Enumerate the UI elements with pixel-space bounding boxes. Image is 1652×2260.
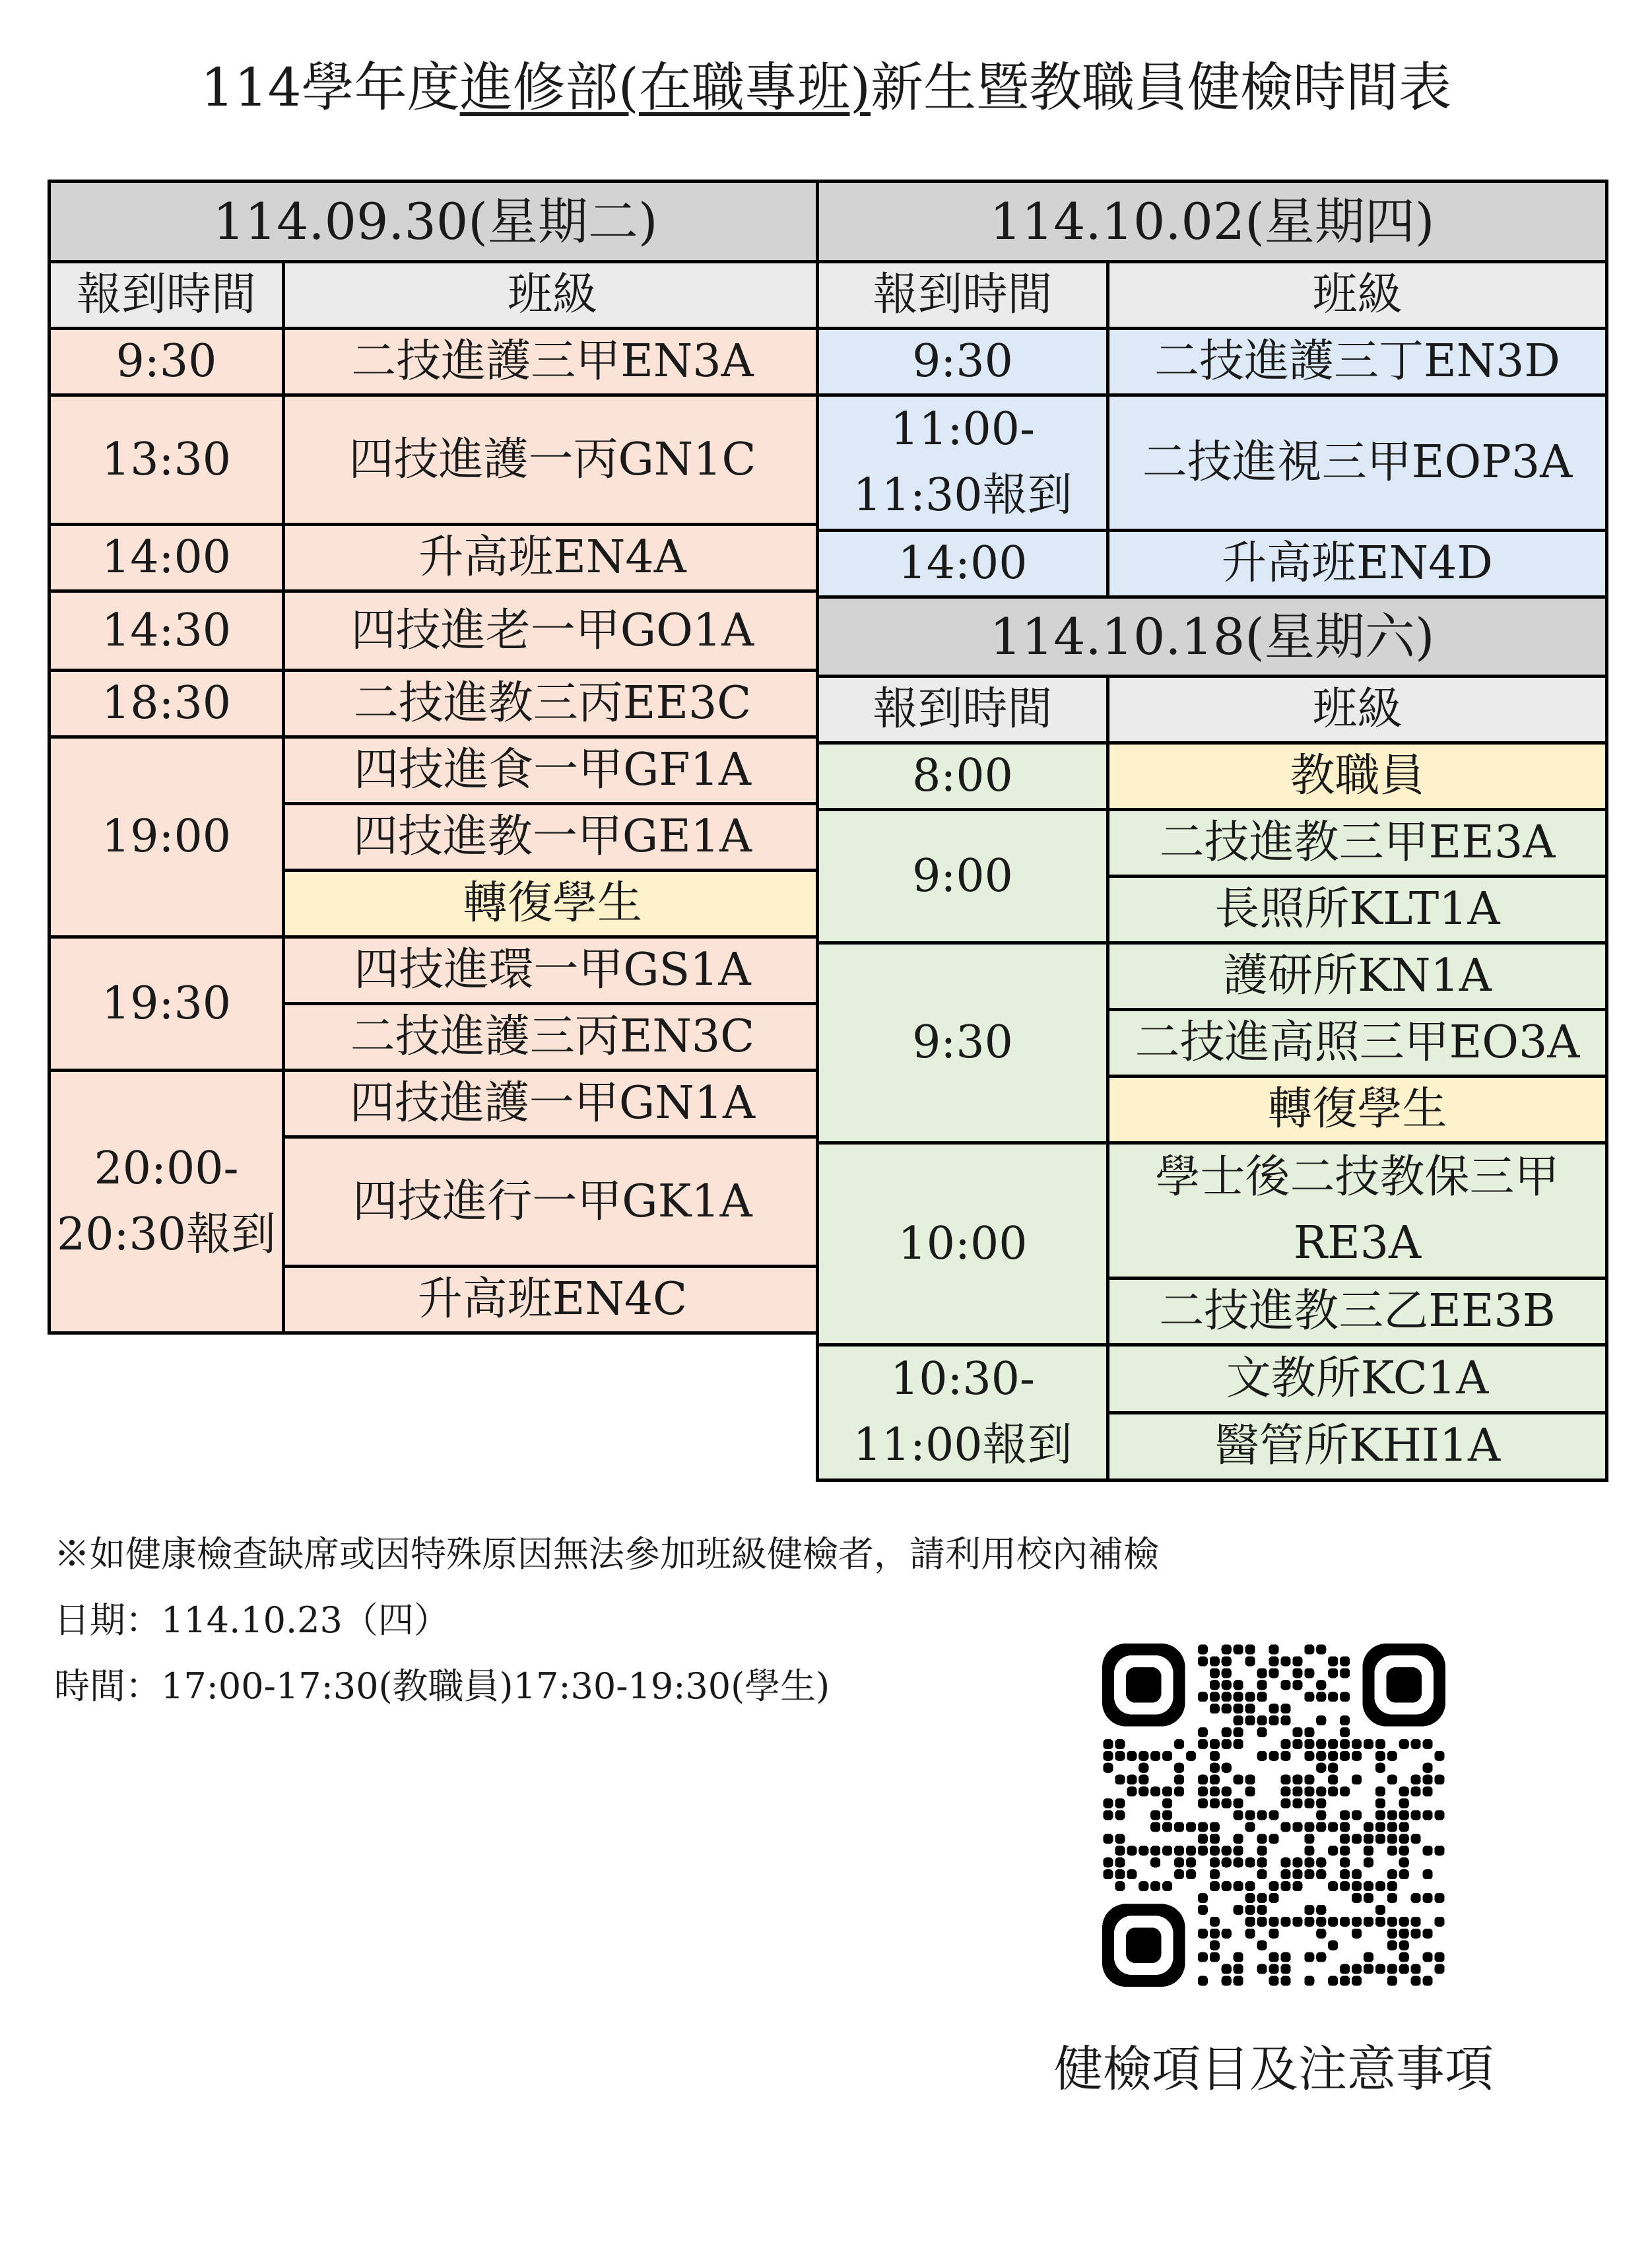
- time-cell: 19:00: [50, 737, 284, 937]
- notes-time: 時間：17:00-17:30(教職員)17:30-19:30(學生): [54, 1665, 830, 1707]
- class-cell: 護研所KN1A: [1108, 943, 1607, 1010]
- time-cell: [818, 395, 1108, 531]
- date-header: 114.10.02(星期四): [818, 182, 1607, 262]
- class-cell: 二技進高照三甲EO3A: [1108, 1010, 1607, 1077]
- class-cell: 教職員: [1108, 743, 1607, 810]
- time-line: 11:30報到: [853, 469, 1073, 521]
- col-header-time: 報到時間: [818, 677, 1108, 743]
- class-cell: 二技進教三丙EE3C: [284, 671, 822, 737]
- schedule-table-0930: [48, 180, 823, 1335]
- col-header-class: 班級: [1108, 262, 1607, 329]
- notes-line: ※如健康檢查缺席或因特殊原因無法參加班級健檢者，請利用校內補檢: [54, 1533, 1159, 1575]
- class-cell: 四技進環一甲GS1A: [284, 937, 822, 1004]
- class-cell: 二技進教三甲EE3A: [1108, 810, 1607, 877]
- title-prefix: 114學年度: [200, 57, 460, 118]
- time-cell: 14:30: [50, 591, 284, 671]
- time-cell: 10:00: [818, 1143, 1108, 1345]
- time-cell: 9:30: [50, 329, 284, 395]
- time-cell: 9:30: [818, 329, 1108, 395]
- class-cell: 二技進護三甲EN3A: [284, 329, 822, 395]
- time-cell: 8:00: [818, 743, 1108, 810]
- col-header-time: 報到時間: [50, 262, 284, 329]
- time-line: 11:00報到: [853, 1419, 1073, 1471]
- class-cell: 升高班EN4C: [284, 1267, 822, 1333]
- title-underlined: 進修部(在職專班): [459, 57, 871, 118]
- class-cell: 四技進老一甲GO1A: [284, 591, 822, 671]
- schedule-table-1002-1018: [816, 180, 1608, 1482]
- class-cell: 醫管所KHI1A: [1108, 1412, 1607, 1480]
- class-cell: 二技進護三丙EN3C: [284, 1004, 822, 1071]
- time-line: 11:00-: [890, 403, 1035, 455]
- time-cell: 9:30: [818, 943, 1108, 1143]
- col-header-class: 班級: [1108, 677, 1607, 743]
- class-cell: 四技進食一甲GF1A: [284, 737, 822, 804]
- class-cell: 轉復學生: [1108, 1077, 1607, 1143]
- class-cell: 學士後二技教保三甲RE3A: [1108, 1143, 1607, 1279]
- col-header-time: 報到時間: [818, 262, 1108, 329]
- page-title: [0, 51, 1652, 124]
- class-cell: 四技進行一甲GK1A: [284, 1137, 822, 1267]
- time-cell: 9:00: [818, 810, 1108, 943]
- qr-code-icon[interactable]: [1102, 1644, 1445, 1987]
- qr-caption: 健檢項目及注意事項: [1054, 2041, 1494, 2098]
- title-suffix: 新生暨教職員健檢時間表: [871, 57, 1452, 118]
- time-cell: 19:30: [50, 937, 284, 1071]
- time-cell: 14:00: [818, 531, 1108, 597]
- date-header: 114.10.18(星期六): [818, 597, 1607, 677]
- time-line: 20:00-: [94, 1142, 239, 1195]
- time-cell: [818, 1345, 1108, 1480]
- col-header-class: 班級: [284, 262, 822, 329]
- date-header: 114.09.30(星期二): [50, 182, 822, 262]
- time-cell: 14:00: [50, 525, 284, 591]
- time-cell: [50, 1071, 284, 1333]
- class-cell: 升高班EN4A: [284, 525, 822, 591]
- class-cell: 四技進護一丙GN1C: [284, 395, 822, 525]
- time-line: 20:30報到: [57, 1208, 276, 1261]
- notes-date: 日期：114.10.23（四）: [54, 1599, 449, 1641]
- class-cell: 文教所KC1A: [1108, 1345, 1607, 1413]
- class-cell: 二技進教三乙EE3B: [1108, 1279, 1607, 1345]
- class-cell: 二技進視三甲EOP3A: [1108, 395, 1607, 531]
- class-cell: 長照所KLT1A: [1108, 877, 1607, 943]
- time-cell: 13:30: [50, 395, 284, 525]
- class-cell: 升高班EN4D: [1108, 531, 1607, 597]
- time-cell: 18:30: [50, 671, 284, 737]
- class-cell: 二技進護三丁EN3D: [1108, 329, 1607, 395]
- class-cell: 轉復學生: [284, 871, 822, 937]
- makeup-notes: [54, 1521, 1159, 1719]
- class-cell: 四技進護一甲GN1A: [284, 1071, 822, 1137]
- time-line: 10:30-: [890, 1353, 1035, 1405]
- class-cell: 四技進教一甲GE1A: [284, 804, 822, 871]
